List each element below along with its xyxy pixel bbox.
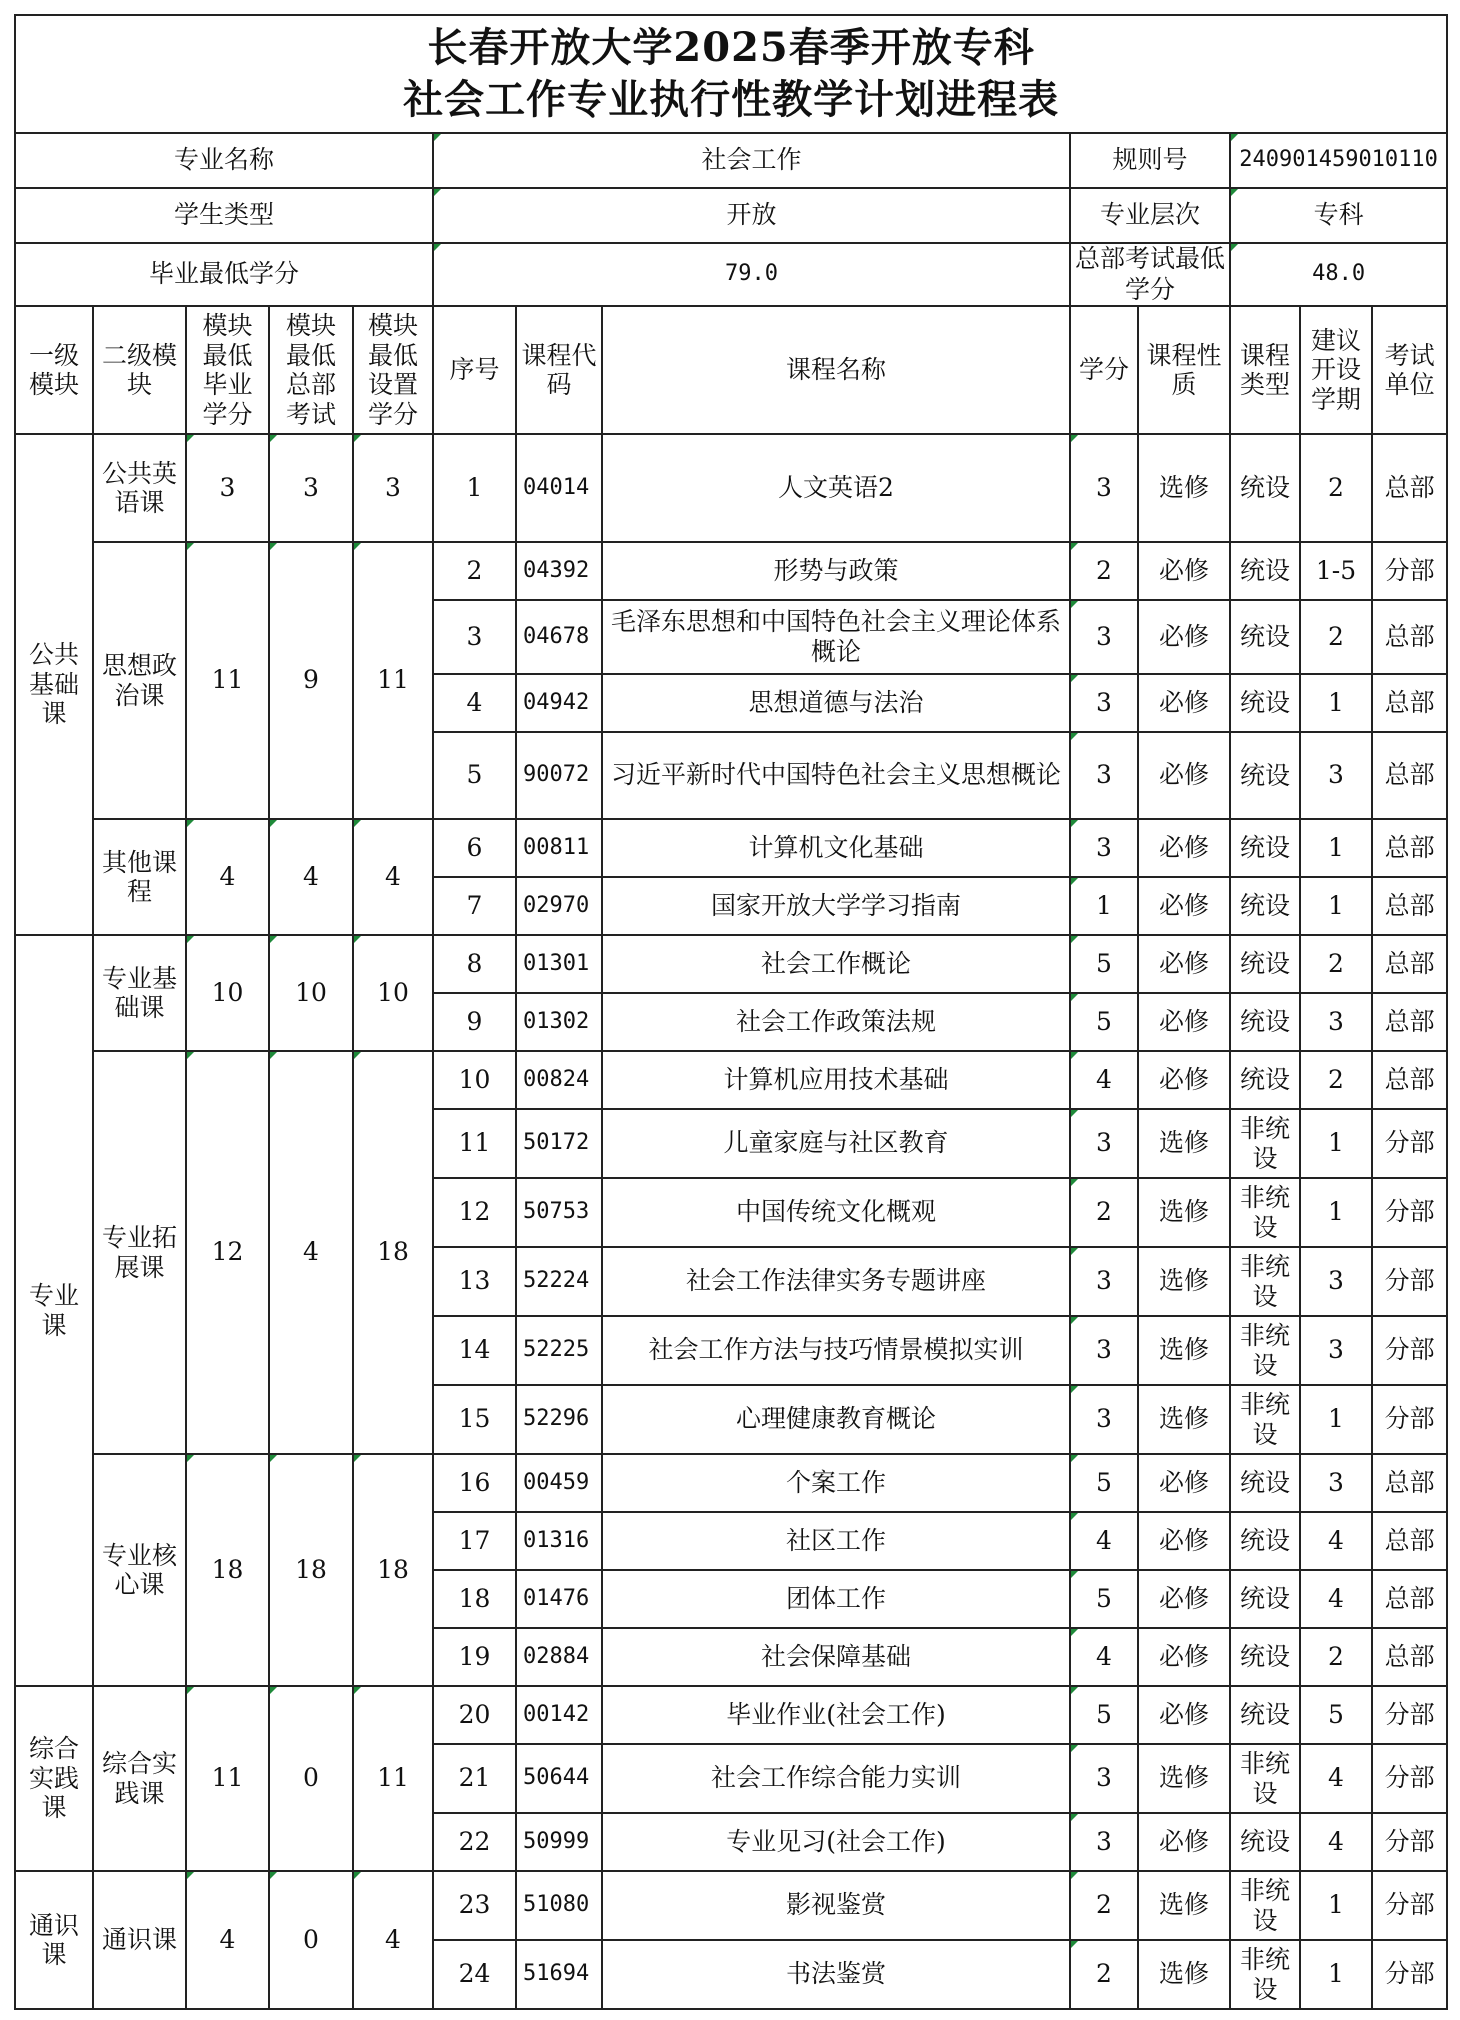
course-term: 1 (1300, 819, 1372, 877)
module-min-hq-exam: 3 (269, 434, 353, 542)
course-nature: 必修 (1138, 674, 1230, 732)
course-credit: 3 (1070, 434, 1138, 542)
course-code: 04392 (516, 542, 602, 600)
course-nature: 选修 (1138, 1316, 1230, 1385)
course-type: 非统设 (1230, 1247, 1300, 1316)
course-nature: 必修 (1138, 1570, 1230, 1628)
course-exam-unit: 总部 (1372, 600, 1447, 674)
course-term: 4 (1300, 1570, 1372, 1628)
course-name: 计算机文化基础 (602, 819, 1070, 877)
course-credit: 5 (1070, 1686, 1138, 1744)
course-credit: 4 (1070, 1512, 1138, 1570)
module-min-graduation-credit: 3 (186, 434, 269, 542)
course-exam-unit: 总部 (1372, 993, 1447, 1051)
course-term: 3 (1300, 993, 1372, 1051)
course-seq: 14 (433, 1316, 516, 1385)
course-name: 毛泽东思想和中国特色社会主义理论体系概论 (602, 600, 1070, 674)
module-min-set-credit: 4 (353, 819, 433, 935)
course-credit: 3 (1070, 1109, 1138, 1178)
course-credit: 4 (1070, 1051, 1138, 1109)
course-credit: 3 (1070, 1744, 1138, 1813)
course-name: 中国传统文化概观 (602, 1178, 1070, 1247)
major-level-value: 专科 (1230, 188, 1447, 243)
level1-module-cell: 公共基础课 (15, 434, 93, 935)
module-min-hq-exam: 4 (269, 1051, 353, 1454)
course-credit: 3 (1070, 600, 1138, 674)
course-name: 习近平新时代中国特色社会主义思想概论 (602, 732, 1070, 819)
course-seq: 11 (433, 1109, 516, 1178)
title-line-1: 长春开放大学2025春季开放专科 (427, 24, 1035, 71)
module-min-hq-exam: 10 (269, 935, 353, 1051)
course-nature: 必修 (1138, 1454, 1230, 1512)
course-term: 2 (1300, 434, 1372, 542)
module-min-hq-exam: 9 (269, 542, 353, 819)
module-min-hq-exam: 18 (269, 1454, 353, 1686)
course-exam-unit: 总部 (1372, 877, 1447, 935)
course-nature: 必修 (1138, 1512, 1230, 1570)
module-min-hq-exam: 0 (269, 1686, 353, 1871)
course-term: 2 (1300, 1628, 1372, 1686)
course-name: 形势与政策 (602, 542, 1070, 600)
header-course-nature: 课程性质 (1138, 306, 1230, 434)
course-exam-unit: 总部 (1372, 1628, 1447, 1686)
rule-number-label: 规则号 (1070, 133, 1230, 188)
course-row (15, 434, 1447, 542)
course-exam-unit: 总部 (1372, 732, 1447, 819)
course-nature: 选修 (1138, 1940, 1230, 2009)
course-type: 非统设 (1230, 1744, 1300, 1813)
course-type: 非统设 (1230, 1178, 1300, 1247)
module-min-hq-exam: 4 (269, 819, 353, 935)
course-term: 1 (1300, 1871, 1372, 1940)
course-seq: 18 (433, 1570, 516, 1628)
module-min-graduation-credit: 18 (186, 1454, 269, 1686)
course-term: 1 (1300, 1385, 1372, 1454)
course-name: 书法鉴赏 (602, 1940, 1070, 2009)
course-type: 非统设 (1230, 1316, 1300, 1385)
course-credit: 2 (1070, 1940, 1138, 2009)
course-nature: 必修 (1138, 1051, 1230, 1109)
course-name: 社会工作政策法规 (602, 993, 1070, 1051)
course-term: 1 (1300, 877, 1372, 935)
course-credit: 3 (1070, 1813, 1138, 1871)
course-exam-unit: 分部 (1372, 1686, 1447, 1744)
course-seq: 6 (433, 819, 516, 877)
course-nature: 选修 (1138, 1178, 1230, 1247)
major-level-label: 专业层次 (1070, 188, 1230, 243)
course-exam-unit: 分部 (1372, 1178, 1447, 1247)
course-type: 统设 (1230, 732, 1300, 819)
course-credit: 5 (1070, 935, 1138, 993)
module-min-set-credit: 18 (353, 1454, 433, 1686)
course-exam-unit: 分部 (1372, 1940, 1447, 2009)
course-name: 思想道德与法治 (602, 674, 1070, 732)
course-code: 00142 (516, 1686, 602, 1744)
course-name: 社会工作方法与技巧情景模拟实训 (602, 1316, 1070, 1385)
level2-module-cell: 专业核心课 (93, 1454, 186, 1686)
level2-module-cell: 思想政治课 (93, 542, 186, 819)
course-code: 51694 (516, 1940, 602, 2009)
course-seq: 2 (433, 542, 516, 600)
course-code: 01476 (516, 1570, 602, 1628)
course-row (15, 1051, 1447, 1109)
course-row (15, 819, 1447, 877)
course-exam-unit: 总部 (1372, 1051, 1447, 1109)
course-name: 人文英语2 (602, 434, 1070, 542)
course-seq: 21 (433, 1744, 516, 1813)
student-type-label: 学生类型 (15, 188, 433, 243)
course-seq: 19 (433, 1628, 516, 1686)
course-term: 1-5 (1300, 542, 1372, 600)
course-credit: 5 (1070, 1454, 1138, 1512)
module-min-hq-exam: 0 (269, 1871, 353, 2009)
course-exam-unit: 分部 (1372, 1744, 1447, 1813)
course-credit: 2 (1070, 542, 1138, 600)
course-nature: 选修 (1138, 1247, 1230, 1316)
course-name: 毕业作业(社会工作) (602, 1686, 1070, 1744)
course-exam-unit: 总部 (1372, 674, 1447, 732)
course-term: 3 (1300, 732, 1372, 819)
course-exam-unit: 分部 (1372, 1385, 1447, 1454)
course-code: 01316 (516, 1512, 602, 1570)
course-nature: 必修 (1138, 600, 1230, 674)
course-code: 50753 (516, 1178, 602, 1247)
course-name: 个案工作 (602, 1454, 1070, 1512)
course-exam-unit: 分部 (1372, 1247, 1447, 1316)
course-type: 统设 (1230, 1454, 1300, 1512)
course-seq: 8 (433, 935, 516, 993)
course-nature: 选修 (1138, 1871, 1230, 1940)
course-exam-unit: 总部 (1372, 1570, 1447, 1628)
course-seq: 4 (433, 674, 516, 732)
module-min-graduation-credit: 12 (186, 1051, 269, 1454)
course-type: 统设 (1230, 1570, 1300, 1628)
course-credit: 5 (1070, 993, 1138, 1051)
course-type: 统设 (1230, 1686, 1300, 1744)
course-nature: 必修 (1138, 542, 1230, 600)
header-level1-module: 一级模块 (15, 306, 93, 434)
course-code: 04942 (516, 674, 602, 732)
course-exam-unit: 总部 (1372, 1454, 1447, 1512)
course-seq: 23 (433, 1871, 516, 1940)
course-row (15, 542, 1447, 600)
course-name: 儿童家庭与社区教育 (602, 1109, 1070, 1178)
course-code: 00811 (516, 819, 602, 877)
course-code: 52224 (516, 1247, 602, 1316)
major-name-value: 社会工作 (433, 133, 1070, 188)
course-nature: 必修 (1138, 993, 1230, 1051)
course-type: 非统设 (1230, 1940, 1300, 2009)
course-exam-unit: 总部 (1372, 434, 1447, 542)
course-name: 国家开放大学学习指南 (602, 877, 1070, 935)
module-min-graduation-credit: 11 (186, 542, 269, 819)
course-seq: 3 (433, 600, 516, 674)
course-term: 3 (1300, 1316, 1372, 1385)
header-module-min-hq-exam: 模块最低总部考试 (269, 306, 353, 434)
course-name: 影视鉴赏 (602, 1871, 1070, 1940)
course-credit: 2 (1070, 1178, 1138, 1247)
course-credit: 3 (1070, 1385, 1138, 1454)
teaching-plan-table (14, 14, 1448, 2010)
module-min-set-credit: 3 (353, 434, 433, 542)
course-code: 52296 (516, 1385, 602, 1454)
module-min-graduation-credit: 4 (186, 1871, 269, 2009)
header-credit: 学分 (1070, 306, 1138, 434)
course-type: 非统设 (1230, 1871, 1300, 1940)
course-code: 04014 (516, 434, 602, 542)
min-graduation-credit-label: 毕业最低学分 (15, 243, 433, 306)
course-term: 4 (1300, 1512, 1372, 1570)
course-type: 非统设 (1230, 1109, 1300, 1178)
course-nature: 选修 (1138, 1109, 1230, 1178)
course-credit: 5 (1070, 1570, 1138, 1628)
header-module-min-set-credit: 模块最低设置学分 (353, 306, 433, 434)
title-line-2: 社会工作专业执行性教学计划进程表 (403, 76, 1060, 123)
course-term: 2 (1300, 1051, 1372, 1109)
course-code: 02884 (516, 1628, 602, 1686)
course-name: 社会工作综合能力实训 (602, 1744, 1070, 1813)
course-type: 统设 (1230, 935, 1300, 993)
course-nature: 选修 (1138, 1744, 1230, 1813)
course-nature: 选修 (1138, 434, 1230, 542)
module-min-set-credit: 11 (353, 542, 433, 819)
level2-module-cell: 其他课程 (93, 819, 186, 935)
course-term: 2 (1300, 935, 1372, 993)
header-exam-unit: 考试单位 (1372, 306, 1447, 434)
course-row (15, 935, 1447, 993)
course-seq: 17 (433, 1512, 516, 1570)
header-module-min-graduation-credit: 模块最低毕业学分 (186, 306, 269, 434)
course-row (15, 1686, 1447, 1744)
course-exam-unit: 分部 (1372, 1871, 1447, 1940)
course-type: 非统设 (1230, 1385, 1300, 1454)
course-code: 01301 (516, 935, 602, 993)
course-credit: 4 (1070, 1628, 1138, 1686)
course-credit: 1 (1070, 877, 1138, 935)
course-exam-unit: 分部 (1372, 542, 1447, 600)
course-type: 统设 (1230, 600, 1300, 674)
course-credit: 3 (1070, 819, 1138, 877)
hq-exam-min-credit-value: 48.0 (1230, 243, 1447, 306)
course-code: 51080 (516, 1871, 602, 1940)
course-exam-unit: 分部 (1372, 1316, 1447, 1385)
course-exam-unit: 总部 (1372, 819, 1447, 877)
header-suggested-term: 建议开设学期 (1300, 306, 1372, 434)
course-type: 统设 (1230, 819, 1300, 877)
module-min-graduation-credit: 11 (186, 1686, 269, 1871)
level2-module-cell: 专业拓展课 (93, 1051, 186, 1454)
course-term: 3 (1300, 1454, 1372, 1512)
course-code: 90072 (516, 732, 602, 819)
course-name: 社会工作概论 (602, 935, 1070, 993)
course-name: 心理健康教育概论 (602, 1385, 1070, 1454)
course-seq: 9 (433, 993, 516, 1051)
course-seq: 13 (433, 1247, 516, 1316)
course-term: 2 (1300, 600, 1372, 674)
course-credit: 3 (1070, 732, 1138, 819)
course-name: 团体工作 (602, 1570, 1070, 1628)
rule-number-value: 240901459010110 (1230, 133, 1447, 188)
level1-module-cell: 通识课 (15, 1871, 93, 2009)
module-min-graduation-credit: 4 (186, 819, 269, 935)
header-course-code: 课程代码 (516, 306, 602, 434)
course-nature: 必修 (1138, 1686, 1230, 1744)
course-name: 社区工作 (602, 1512, 1070, 1570)
course-seq: 16 (433, 1454, 516, 1512)
course-code: 04678 (516, 600, 602, 674)
course-nature: 必修 (1138, 819, 1230, 877)
course-name: 计算机应用技术基础 (602, 1051, 1070, 1109)
course-code: 02970 (516, 877, 602, 935)
module-min-set-credit: 11 (353, 1686, 433, 1871)
header-course-name: 课程名称 (602, 306, 1070, 434)
student-type-value: 开放 (433, 188, 1070, 243)
min-graduation-credit-value: 79.0 (433, 243, 1070, 306)
course-type: 统设 (1230, 434, 1300, 542)
course-code: 50172 (516, 1109, 602, 1178)
course-code: 01302 (516, 993, 602, 1051)
course-nature: 选修 (1138, 1385, 1230, 1454)
course-code: 50644 (516, 1744, 602, 1813)
course-type: 统设 (1230, 1628, 1300, 1686)
course-code: 00459 (516, 1454, 602, 1512)
course-exam-unit: 总部 (1372, 935, 1447, 993)
course-name: 社会保障基础 (602, 1628, 1070, 1686)
course-type: 统设 (1230, 1813, 1300, 1871)
course-nature: 必修 (1138, 1813, 1230, 1871)
course-seq: 22 (433, 1813, 516, 1871)
course-exam-unit: 分部 (1372, 1109, 1447, 1178)
course-term: 4 (1300, 1813, 1372, 1871)
course-name: 专业见习(社会工作) (602, 1813, 1070, 1871)
course-code: 50999 (516, 1813, 602, 1871)
course-seq: 7 (433, 877, 516, 935)
level2-module-cell: 专业基础课 (93, 935, 186, 1051)
course-seq: 24 (433, 1940, 516, 2009)
course-term: 3 (1300, 1247, 1372, 1316)
course-credit: 3 (1070, 1316, 1138, 1385)
module-min-graduation-credit: 10 (186, 935, 269, 1051)
major-name-label: 专业名称 (15, 133, 433, 188)
course-name: 社会工作法律实务专题讲座 (602, 1247, 1070, 1316)
hq-exam-min-credit-label: 总部考试最低学分 (1070, 243, 1230, 306)
level1-module-cell: 综合实践课 (15, 1686, 93, 1871)
course-type: 统设 (1230, 1512, 1300, 1570)
course-nature: 必修 (1138, 1628, 1230, 1686)
course-term: 4 (1300, 1744, 1372, 1813)
course-seq: 12 (433, 1178, 516, 1247)
course-term: 1 (1300, 674, 1372, 732)
course-nature: 必修 (1138, 877, 1230, 935)
level1-module-cell: 专业课 (15, 935, 93, 1686)
header-course-type: 课程类型 (1230, 306, 1300, 434)
course-seq: 20 (433, 1686, 516, 1744)
course-type: 统设 (1230, 993, 1300, 1051)
level2-module-cell: 综合实践课 (93, 1686, 186, 1871)
course-term: 1 (1300, 1109, 1372, 1178)
page-title (15, 15, 1447, 133)
course-type: 统设 (1230, 877, 1300, 935)
module-min-set-credit: 4 (353, 1871, 433, 2009)
course-exam-unit: 总部 (1372, 1512, 1447, 1570)
level2-module-cell: 公共英语课 (93, 434, 186, 542)
course-credit: 3 (1070, 1247, 1138, 1316)
course-exam-unit: 分部 (1372, 1813, 1447, 1871)
course-nature: 必修 (1138, 935, 1230, 993)
header-seq: 序号 (433, 306, 516, 434)
course-term: 1 (1300, 1178, 1372, 1247)
course-seq: 5 (433, 732, 516, 819)
course-term: 5 (1300, 1686, 1372, 1744)
course-row (15, 1871, 1447, 1940)
course-row (15, 1454, 1447, 1512)
course-seq: 10 (433, 1051, 516, 1109)
level2-module-cell: 通识课 (93, 1871, 186, 2009)
course-type: 统设 (1230, 674, 1300, 732)
module-min-set-credit: 10 (353, 935, 433, 1051)
course-code: 52225 (516, 1316, 602, 1385)
course-nature: 必修 (1138, 732, 1230, 819)
course-type: 统设 (1230, 1051, 1300, 1109)
course-seq: 1 (433, 434, 516, 542)
course-seq: 15 (433, 1385, 516, 1454)
module-min-set-credit: 18 (353, 1051, 433, 1454)
course-code: 00824 (516, 1051, 602, 1109)
course-credit: 3 (1070, 674, 1138, 732)
course-type: 统设 (1230, 542, 1300, 600)
course-term: 1 (1300, 1940, 1372, 2009)
course-credit: 2 (1070, 1871, 1138, 1940)
header-level2-module: 二级模块 (93, 306, 186, 434)
